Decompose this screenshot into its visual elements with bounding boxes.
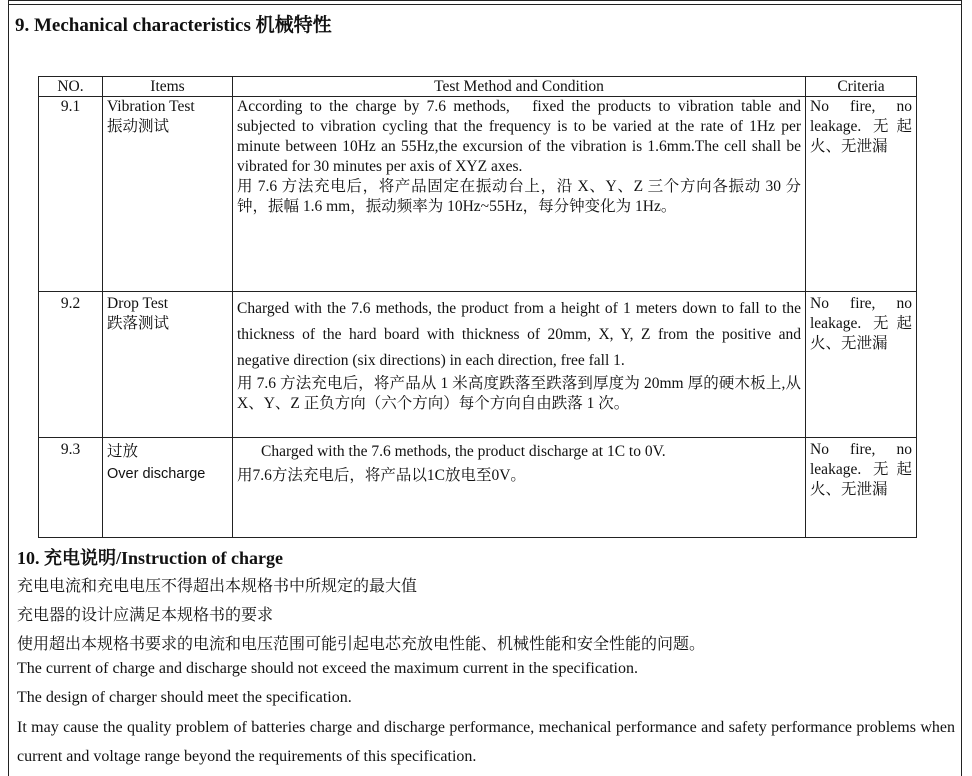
instruction-line: 充电器的设计应满足本规格书的要求 <box>17 607 274 624</box>
instruction-line: The design of charger should meet the specification. <box>17 689 352 706</box>
row-number: 9.3 <box>39 438 103 538</box>
item-cn: 振动测试 <box>107 118 170 135</box>
header-method: Test Method and Condition <box>233 77 806 97</box>
header-criteria: Criteria <box>806 77 917 97</box>
method-en: Charged with the 7.6 methods, the product discharge at 1C to 0V. <box>261 443 666 460</box>
section-10-title: 10. 充电说明/Instruction of charge <box>17 548 283 568</box>
header-no: NO. <box>39 77 103 97</box>
method-cell <box>233 292 806 438</box>
method-cell <box>233 438 806 538</box>
item-cell <box>103 292 233 438</box>
item-cn: 跌落测试 <box>107 315 170 332</box>
instruction-paragraph: It may cause the quality problem of batteries charge and discharge performance, mechanical performance and safety performance problems when current and voltage range beyond the requirements of this specification. <box>17 719 955 765</box>
header-items: Items <box>103 77 233 97</box>
method-cell <box>233 97 806 292</box>
instruction-line: 充电电流和充电电压不得超出本规格书中所规定的最大值 <box>17 578 418 595</box>
instruction-line: 使用超出本规格书要求的电流和电压范围可能引起电芯充放电性能、机械性能和安全性能的问题。 <box>17 636 706 653</box>
row-number: 9.1 <box>39 97 103 292</box>
item-cell <box>103 438 233 538</box>
method-en: Charged with the 7.6 methods, the product from a height of 1 meters down to fall to the thickness of the hard board with thickness of 20mm, X, Y, Z from the positive and negative direction (six directions) in each direction, free fall 1. <box>237 300 801 369</box>
section-9-title: 9. Mechanical characteristics 机械特性 <box>15 15 332 36</box>
method-cn: 用 7.6 方法充电后，将产品从 1 米高度跌落至跌落到厚度为 20mm 厚的硬木板上,从 X、Y、Z 正负方向（六个方向）每个方向自由跌落 1 次。 <box>237 375 801 412</box>
method-cn: 用7.6方法充电后，将产品以1C放电至0V。 <box>237 467 526 484</box>
item-en: Over discharge <box>107 466 206 482</box>
item-cell <box>103 97 233 292</box>
top-border <box>8 0 962 1</box>
table-header-row <box>39 77 917 97</box>
item-en: Vibration Test <box>107 98 195 115</box>
row-number: 9.2 <box>39 292 103 438</box>
table-row <box>39 292 917 438</box>
item-en: Drop Test <box>107 295 169 312</box>
criteria-cell: No fire, no leakage. 无起火、无泄漏 <box>806 438 917 538</box>
method-cn: 用 7.6 方法充电后，将产品固定在振动台上，沿 X、Y、Z 三个方向各振动 30 分钟，振幅 1.6 mm，振动频率为 10Hz~55Hz，每分钟变化为 1Hz。 <box>237 178 801 215</box>
table-row <box>39 97 917 292</box>
header-rule <box>8 4 962 5</box>
criteria-cell: No fire, no leakage. 无起火、无泄漏 <box>806 97 917 292</box>
method-en: According to the charge by 7.6 methods, fixed the products to vibration table and subjected to vibration cycling that the frequency is to be varied at the rate of 1Hz per minute between 10Hz an 55Hz,the excursion of the vibration is 1.6mm.The cell shall be vibrated for 30 minutes per axis of XYZ axes. <box>237 98 801 175</box>
table-row <box>39 438 917 538</box>
mechanical-table <box>38 76 917 538</box>
criteria-cell: No fire, no leakage. 无起火、无泄漏 <box>806 292 917 438</box>
instruction-line: The current of charge and discharge should not exceed the maximum current in the specification. <box>17 660 638 677</box>
item-cn: 过放 <box>107 443 139 460</box>
